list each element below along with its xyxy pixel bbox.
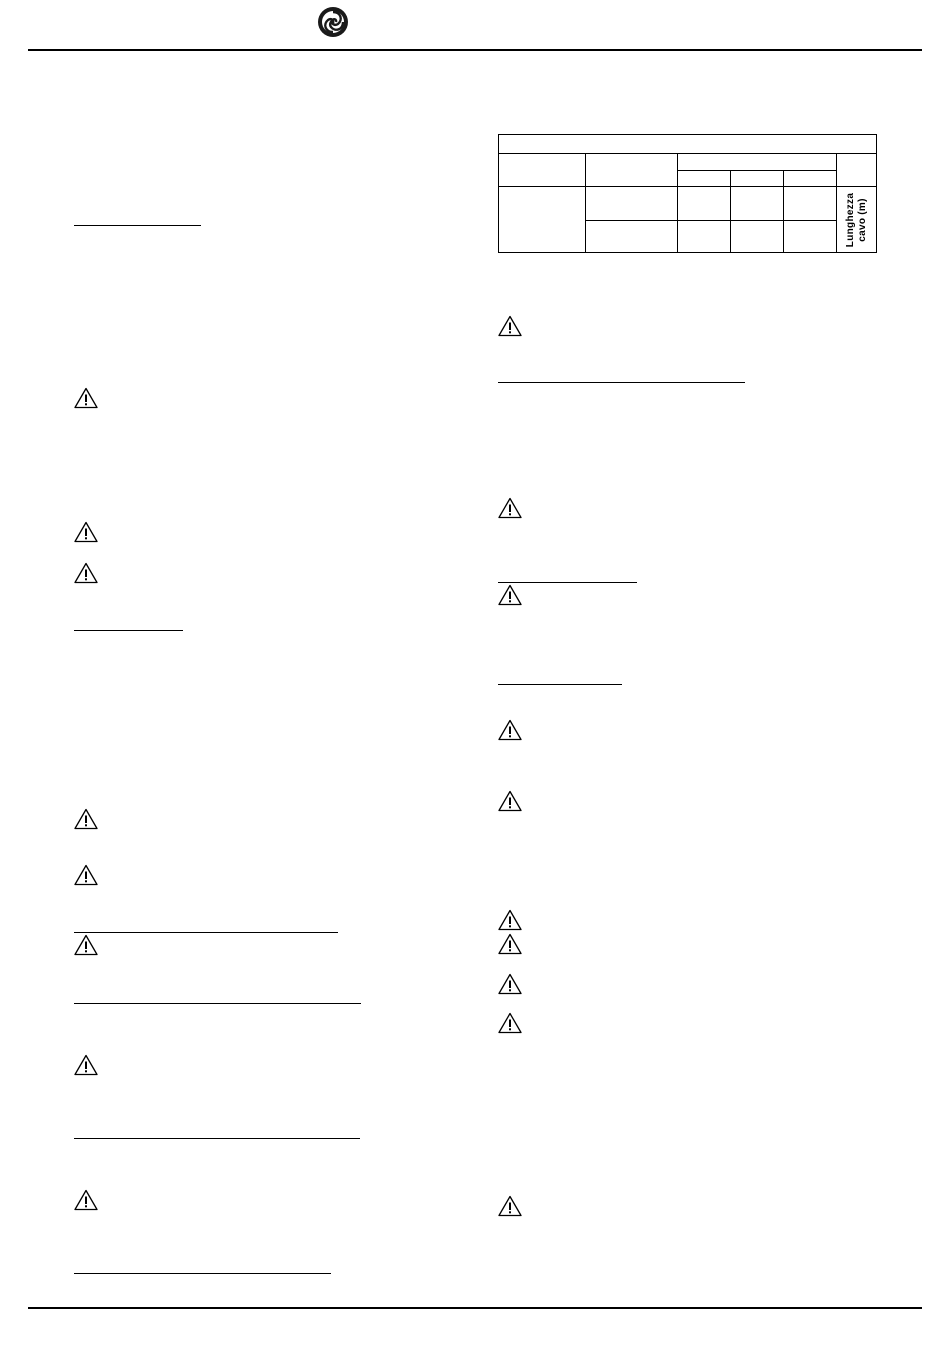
table-side-label-cell xyxy=(837,187,877,253)
table-cell xyxy=(731,220,784,252)
warning-triangle-icon xyxy=(498,315,522,337)
cable-length-label-line2: cavo (m) xyxy=(856,197,868,242)
warning-triangle-icon xyxy=(74,521,98,543)
table-cell xyxy=(784,220,837,252)
warning-triangle-icon xyxy=(74,562,98,584)
warning-triangle-icon xyxy=(498,584,522,606)
warning-triangle-icon xyxy=(74,1189,98,1211)
warning-triangle-icon xyxy=(74,1054,98,1076)
cable-length-label-line1: Lunghezza xyxy=(844,192,856,247)
table-cell xyxy=(678,187,731,220)
warning-triangle-icon xyxy=(74,387,98,409)
header-rule xyxy=(28,49,922,51)
cable-length-label xyxy=(845,193,869,247)
section-heading-underline xyxy=(74,1003,361,1004)
table-title-cell xyxy=(499,135,877,154)
warning-triangle-icon xyxy=(498,719,522,741)
warning-triangle-icon xyxy=(498,933,522,955)
cable-length-table xyxy=(498,134,877,253)
table-header-cell xyxy=(837,154,877,187)
table-subheader-cell xyxy=(678,171,731,187)
brand-swirl-logo-icon xyxy=(317,6,349,38)
section-heading-underline xyxy=(74,932,338,933)
warning-triangle-icon xyxy=(498,909,522,931)
section-heading-underline xyxy=(498,582,637,583)
warning-triangle-icon xyxy=(498,1195,522,1217)
section-heading-underline xyxy=(74,225,201,226)
table-cell xyxy=(586,187,678,220)
warning-triangle-icon xyxy=(498,790,522,812)
table-cell xyxy=(784,187,837,220)
section-heading-underline xyxy=(498,382,745,383)
section-heading-underline xyxy=(498,684,622,685)
section-heading-underline xyxy=(74,1138,360,1139)
brand-logo xyxy=(317,6,349,38)
warning-triangle-icon xyxy=(74,864,98,886)
table-cell xyxy=(499,187,586,253)
warning-triangle-icon xyxy=(498,497,522,519)
section-heading-underline xyxy=(74,630,183,631)
warning-triangle-icon xyxy=(498,1012,522,1034)
table-header-group-cell xyxy=(678,154,837,171)
table-header-cell xyxy=(586,154,678,187)
table-cell xyxy=(678,220,731,252)
warning-triangle-icon xyxy=(74,934,98,956)
section-heading-underline xyxy=(74,1273,331,1274)
table-subheader-cell xyxy=(784,171,837,187)
table-cell xyxy=(586,220,678,252)
table-cell xyxy=(731,187,784,220)
footer-rule xyxy=(28,1307,922,1309)
warning-triangle-icon xyxy=(498,973,522,995)
table-header-cell xyxy=(499,154,586,187)
warning-triangle-icon xyxy=(74,808,98,830)
table-subheader-cell xyxy=(731,171,784,187)
